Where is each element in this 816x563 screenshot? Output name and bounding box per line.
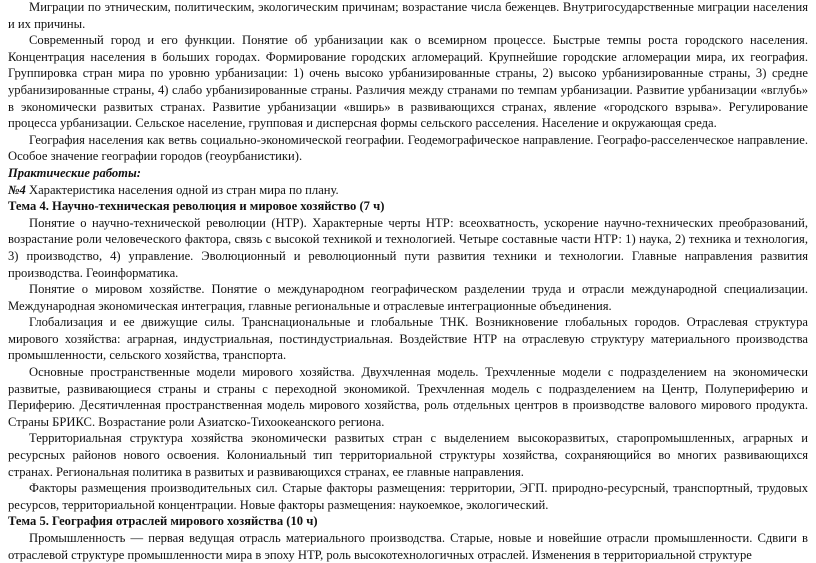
paragraph-migration: Миграции по этническим, политическим, экологическим причинам; возрастание числа беженцев. Внутригосударственные миграции населения и их причины. [8, 0, 808, 31]
practical-number: №4 [8, 182, 26, 197]
topic5-title: Тема 5. География отраслей мирового хозяйства (10 ч) [8, 514, 318, 529]
practical-text: Характеристика населения одной из стран мира по плану. [25, 182, 339, 197]
topic4-title: Тема 4. Научно-техническая революция и мировое хозяйство (7 ч) [8, 199, 385, 214]
topic4-paragraph-ntr: Понятие о научно-технической революции (НТР). Характерные черты НТР: всеохватность, ускорение научно-технических преобразований, возрастание роли человеческого фактора, связь с высокой техникой и технологией. Четыре составные части НТР: 1) наука, 2) техника и технология, 3) производство, 4) управление. Эволюционный и революционный пути развития техники и технологии. Главные направления развития производства. Геоинформатика. [8, 215, 808, 280]
topic4-paragraph-spatial-models: Основные пространственные модели мирового хозяйства. Двухчленная модель. Трехчленные модели с подразделением на экономически развитые, развивающиеся страны и страны с переходной экономикой. Трехчленная модель с подразделением на Центр, Полупериферию и Периферию. Десятичленная пространственная модель мирового хозяйства, роль отдельных центров в производстве валового мирового продукта. Страны БРИКС. Возрастание роли Азиатско-Тихоокеанского региона. [8, 365, 808, 429]
topic4-paragraph-location-factors: Факторы размещения производительных сил. Старые факторы размещения: территории, ЭГП. природно-ресурсный, транспортный, трудовых ресурсов, территориальной концентрации. Новые факторы размещения: наукоемкое, экологический. [8, 481, 808, 512]
practical-item-row [8, 182, 808, 199]
practical-heading: Практические работы: [8, 165, 141, 180]
topic4-paragraph-territorial-structure: Территориальная структура хозяйства экономически развитых стран с выделением высокоразвитых, старопромышленных, аграрных и ресурсных районов нового освоения. Колониальный тип территориальной структуры хозяйства, сохраняющийся во многих развивающихся странах. Региональная политика в развитых и развивающихся странах, ее главные направления. [8, 431, 808, 479]
paragraph-population-geography: География населения как ветвь социально-экономической географии. Геодемографическое направление. Географо-расселенческое направление. Особое значение географии городов (геоурбанистики). [8, 132, 808, 164]
paragraph-urbanization: Современный город и его функции. Понятие об урбанизации как о всемирном процессе. Быстрые темпы роста городского населения. Концентрация населения в больших городах. Формирование городских агломераций. Крупнейшие городские агломерации мира, их география. Группировка стран мира по уровню урбанизации: 1) очень высоко урбанизированные страны, 2) высоко урбанизированные страны, 3) средне урбанизированные страны, 4) слабо урбанизированные страны. Различия между странами по темпам урбанизации. Развитие урбанизации «вглубь» в экономически развитых странах. Развитие урбанизации «вширь» в развивающихся странах, явление «городского взрыва». Регулирование процесса урбанизации. Сельское население, групповая и дисперсная формы сельского расселения. Население и окружающая среда. [8, 33, 808, 131]
topic4-paragraph-world-economy: Понятие о мировом хозяйстве. Понятие о международном географическом разделении труда и отрасли международной специализации. Международная экономическая интеграция, главные региональные и отраслевые интеграционные объединения. [8, 282, 808, 313]
topic4-paragraph-globalization: Глобализация и ее движущие силы. Транснациональные и глобальные ТНК. Возникновение глобальных городов. Отраслевая структура мирового хозяйства: аграрная, индустриальная, постиндустриальная. Воздействие НТР на отраслевую структуру материального производства промышленности, сельского хозяйства, транспорта. [8, 315, 808, 363]
topic5-paragraph-industry: Промышленность — первая ведущая отрасль материального производства. Старые, новые и новейшие отрасли промышленности. Сдвиги в отраслевой структуре промышленности мира в эпоху НТР, роль высокотехнологичных отраслей. Изменения в территориальной структуре [8, 531, 808, 562]
practical-heading-row [8, 165, 808, 182]
